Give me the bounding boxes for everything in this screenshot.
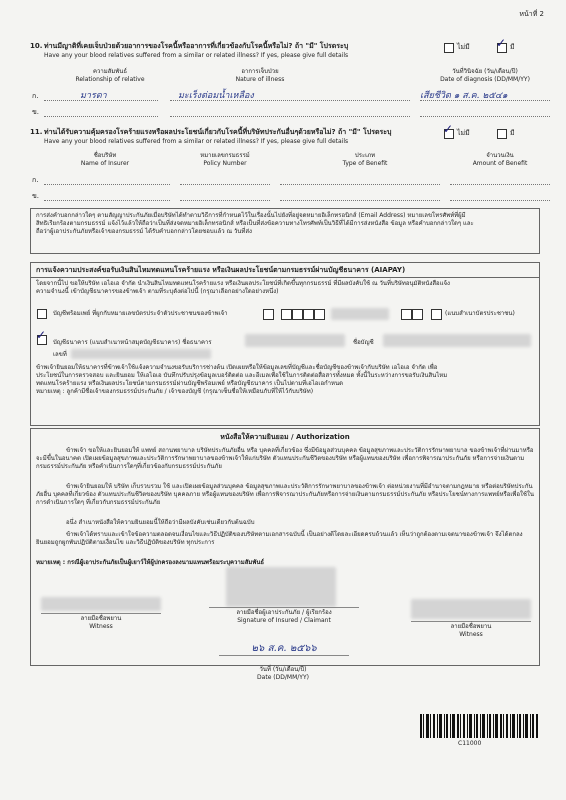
divider: [180, 184, 270, 185]
q10-row-a-illness[interactable]: มะเร็งต่อมน้ำเหลือง: [178, 91, 254, 101]
divider: [31, 277, 539, 278]
bank-name-value[interactable]: [245, 334, 345, 347]
divider: [44, 184, 170, 185]
q11-question-th: ท่านได้รับความคุ้มครองโรคร้ายแรงหรือผลประโยชน์เกี่ยวกับโรคนี้ที่บริษัทประกันอื่นๆด้วยหรือไม่? ถ้า "มี" โปรดระบุ: [44, 128, 392, 136]
authorization-box: [30, 428, 540, 666]
q11-row-b-label: ข.: [32, 192, 40, 200]
q11-col-policy: หมายเลขกรมธรรม์ Policy Number: [200, 152, 250, 167]
barcode-icon: [420, 714, 538, 738]
q10-col-relationship: ความสัมพันธ์ Relationship of relative: [75, 68, 145, 83]
witness1-signature[interactable]: [41, 597, 161, 611]
insured-signature[interactable]: [226, 567, 336, 607]
id-digit-box[interactable]: [412, 309, 423, 320]
witness2-caption: ลายมือชื่อพยาน Witness: [450, 623, 492, 638]
q10-no-checkbox[interactable]: [444, 43, 454, 53]
authorization-paragraph: ข้าพเจ้ายินยอมให้ บริษัท เก็บรวบรวม ใช้ และเปิดเผยข้อมูลส่วนบุคคล ข้อมูลสุขภาพและประวัติการรักษาพยาบาลของข้าพเจ้า ต่อหน่วยงานที่มีอำนาจตามกฎหมาย หรือต่อบริษัทประกันภัยอื่น บุคคลที่เกี่ยวข้อง ตัวแทนประกันชีวิตของบริษัท บุคคลภาย หรือผู้แทนของบริษัท เพื่อการพิจารณาประกันภัยหรือการจ่ายเงินตามกรมธรรม์ประกันภัย หรือประโยชน์ทางการแพทย์หรือเพื่อใช้ในการดำเนินการใดๆ ที่เกี่ยวกับกรมธรรม์ประกันภัย: [36, 483, 535, 506]
page-number: หน้าที่ 2: [519, 10, 544, 18]
divider: [411, 621, 531, 622]
q10-row-a-relationship[interactable]: มารดา: [80, 91, 107, 101]
divider: [219, 655, 349, 656]
divider: [420, 116, 550, 117]
q11-question-en: Have any your blood relatives suffered from a similar or related illness? If yes, please give full details: [44, 138, 349, 145]
payment-intro: โดยจากนี้ไป ขอให้บริษัท เอไอเอ จำกัด นำเงินสินไหมทดแทนโรคร้ายแรง หรือเงินผลประโยชน์ที่เกิดขึ้นทุกกรมธรรม์ ที่มีผลบังคับใช้ ณ วันที่บริษัทอนุมัติหนังสือแจ้ง: [36, 280, 450, 287]
divider: [450, 200, 550, 201]
check-mark-icon: ✓: [496, 36, 507, 50]
id-digit-box[interactable]: [401, 309, 412, 320]
divider: [209, 607, 359, 608]
promptpay-label: บัญชีพร้อมเพย์ ที่ผูกกับหมายเลขบัตรประจำตัวประชาชนของข้าพเจ้า: [53, 310, 228, 317]
divider: [170, 116, 410, 117]
insured-caption: ลายมือชื่อผู้เอาประกันภัย / ผู้เรียกร้อง Signature of Insured / Claimant: [236, 609, 332, 624]
id-digit-box[interactable]: [303, 309, 314, 320]
payment-box: [30, 262, 540, 426]
q10-question-en: Have any your blood relatives suffered from a similar or related illness? If yes, please give full details: [44, 52, 349, 59]
id-digit-box[interactable]: [314, 309, 325, 320]
divider: [41, 613, 161, 614]
account-number-label: เลขที่: [53, 351, 67, 358]
promptpay-checkbox[interactable]: [37, 309, 47, 319]
q11-col-insurer: ชื่อบริษัท Name of Insurer: [80, 152, 130, 167]
authorization-paragraph: ข้าพเจ้า ขอให้และยินยอมให้ แพทย์ สถานพยาบาล บริษัทประกันภัยอื่น หรือ บุคคลที่เกี่ยวข้อง ซึ่งมีข้อมูลส่วนบุคคล ข้อมูลสุขภาพและประวัติการรักษาพยาบาล ของข้าพเจ้าที่ผ่านมาหรือจะมีขึ้นในอนาคต เปิดเผยข้อมูลสุขภาพและประวัติการรักษาพยาบาลของข้าพเจ้าให้แก่บริษัท ตัวแทนประกันชีวิตของบริษัท หรือผู้แทนของบริษัท เพื่อการพิจารณาประกันภัย หรือการจ่ายเงินตามกรมธรรม์ประกันภัย หรือคำเนินการใดๆที่เกี่ยวข้องกับกรมธรรม์ประกันภัย: [36, 447, 534, 470]
date-caption: วันที่ (วัน/เดือน/ปี) Date (DD/MM/YY): [257, 666, 309, 681]
witness2-signature[interactable]: [411, 599, 531, 619]
id-digit-box[interactable]: [292, 309, 303, 320]
payment-note: หมายเหตุ : ลูกค้ามีชื่อเจ้าของกรมธรรม์ประกันภัย / เจ้าของบัญชี (กรุณาเซ็นชื่อให้เหมือนกับที่ให้ไว้กับบริษัท): [36, 388, 314, 395]
divider: [44, 116, 158, 117]
q11-col-type: ประเภท Type of Benefit: [342, 152, 388, 167]
payment-terms: ประโยชน์ในการตรวจสอบ และยินยอม ให้เอไอเอ บันทึกปรับปรุงข้อมูลเบอร์ติดต่อ และอีเมลเพื่อใช้ในการติดต่อสื่อสารทั้งหมด ทั้งนี้ในระหว่างการขอรับเงินสินไหม: [36, 372, 448, 379]
check-mark-icon: ✓: [36, 328, 47, 342]
divider: [170, 100, 410, 101]
account-number-value[interactable]: [71, 349, 211, 359]
id-digit-box[interactable]: [281, 309, 292, 320]
bank-name-label: บัญชีธนาคาร (แนบสำเนาหน้าสมุดบัญชีธนาคาร) ชื่อธนาคาร: [53, 339, 212, 346]
payment-title: การแจ้งความประสงค์ขอรับเงินสินไหมทดแทนโรคร้ายแรง หรือเงินผลประโยชน์ตามกรมธรรม์ผ่านบัญชีธนาคาร (AIAPAY): [36, 266, 406, 274]
authorization-note: หมายเหตุ : กรณีผู้เอาประกันภัยเป็นผู้เยาว์ให้ผู้ปกครองลงนามแทนพร้อมระบุความสัมพันธ์: [36, 559, 265, 566]
account-name-value[interactable]: [383, 334, 531, 347]
q11-row-a-label: ก.: [32, 176, 39, 184]
divider: [280, 184, 440, 185]
id-digit-box[interactable]: [431, 309, 442, 320]
q10-col-date: วันที่วินิจฉัย (วัน/เดือน/ปี) Date of diagnosis (DD/MM/YY): [440, 68, 530, 83]
q10-col-illness: อาการเจ็บป่วย Nature of illness: [235, 68, 285, 83]
divider: [44, 200, 170, 201]
q11-yes-label: มี: [510, 129, 515, 137]
account-name-label: ชื่อบัญชี: [353, 339, 374, 346]
q11-yes-checkbox[interactable]: [497, 129, 507, 139]
q11-col-amount: จำนวนเงิน Amount of Benefit: [472, 152, 528, 167]
notice-line: สิทธิเรียกร้องตามกรมธรรม์ แจ้งไว้แล้วให้ถือว่าเป็นที่ส่งจดหมายอิเล็กทรอนิกส์ หรือเป็นที่ส่งข้อความทางโทรศัพท์เป็นวิธีที่ได้มีการส่งหนังสือ ข้อมูล หรือคำบอกกล่าวใดๆ และ: [36, 220, 474, 227]
q10-no-label: ไม่มี: [457, 43, 470, 51]
q10-number: 10.: [30, 42, 43, 50]
check-mark-icon: ✓: [443, 122, 454, 136]
authorization-paragraph: อนึ่ง สำเนาหนังสือให้ความยินยอมนี้ให้ถือว่ามีผลบังคับเช่นเดียวกับต้นฉบับ: [66, 519, 255, 526]
q10-question-th: ท่านมีญาติที่เคยเจ็บป่วยด้วยอาการของโรคนี้หรืออาการที่เกี่ยวข้องกับโรคนี้หรือไม่? ถ้า "มี" โปรดระบุ: [44, 42, 349, 50]
redacted-field: [331, 308, 389, 320]
divider: [280, 200, 440, 201]
payment-intro: ความจำนงนี้ เข้าบัญชีธนาคารของข้าพเจ้า ตามที่ระบุดังต่อไปนี้ (กรุณาเลือกอย่างใดอย่างหนึ่ง): [36, 288, 279, 295]
divider: [450, 184, 550, 185]
notice-line: การส่งคำบอกกล่าวใดๆ ตามสัญญาประกันภัยเมื่อบริษัทได้ทำตามวิธีการที่กำหนดไว้ในเรื่องนั้นไปยังที่อยู่จดหมายอิเล็กทรอนิกส์ (Email Address) หมายเลขโทรศัพท์ที่ผู้มี: [36, 212, 466, 219]
q11-no-label: ไม่มี: [457, 129, 470, 137]
payment-terms: ข้าพเจ้ายินยอมให้ธนาคารที่ข้าพเจ้าใช้แจ้งความจำนงขอรับบริการช่างต้น เปิดเผยหรือให้ข้อมูลเลขที่บัญชีและชื่อบัญชีของข้าพเจ้ากับบริษัท เอไอเอ จำกัด เพื่อ: [36, 364, 438, 371]
signed-date[interactable]: ๒๖ ส.ค. ๒๕๖๖: [251, 643, 317, 654]
q10-row-a-date[interactable]: เสียชีวิต ๑ ส.ค. ๒๕๔๑: [420, 91, 508, 101]
barcode-code: C11000: [458, 740, 482, 747]
payment-terms: ทดแทนโรคร้ายแรง หรือเงินผลประโยชน์ตามกรมธรรม์ผ่านบัญชีพร้อมเพย์ หรือบัญชีธนาคาร เป็นไปตามที่เอไอเอกำหนด: [36, 380, 343, 387]
authorization-title: หนังสือให้ความยินยอม / Authorization: [220, 433, 350, 441]
notice-box: [30, 208, 540, 254]
witness1-caption: ลายมือชื่อพยาน Witness: [80, 615, 122, 630]
q11-number: 11.: [30, 128, 43, 136]
divider: [44, 100, 158, 101]
q10-yes-label: มี: [510, 43, 515, 51]
divider: [420, 100, 550, 101]
q10-row-a-label: ก.: [32, 92, 39, 100]
divider: [180, 200, 270, 201]
q10-row-b-label: ข.: [32, 108, 40, 116]
id-digit-box[interactable]: [263, 309, 274, 320]
promptpay-suffix: (แนบสำเนาบัตรประชาชน): [445, 310, 515, 317]
authorization-paragraph: ข้าพเจ้าได้ทราบและเข้าใจข้อความตลอดจนเงื่อนไขและวิธีปฏิบัติของบริษัทตามเอกสารฉบับนี้ เป็นอย่างดีโดยละเอียดครบถ้วนแล้ว เห็นว่าถูกต้องตามเจตนาของข้าพเจ้า จึงได้ตกลงยินยอมถูกผูกพันปฏิบัติตามเงื่อนไข และวิธีปฏิบัติของบริษัท ทุกประการ: [36, 531, 523, 546]
notice-line: ถือว่าผู้เอาประกันภัยหรือเจ้าของกรมธรรม์ ได้รับคำบอกกล่าวโดยชอบแล้ว ณ วันที่ส่ง: [36, 228, 252, 235]
